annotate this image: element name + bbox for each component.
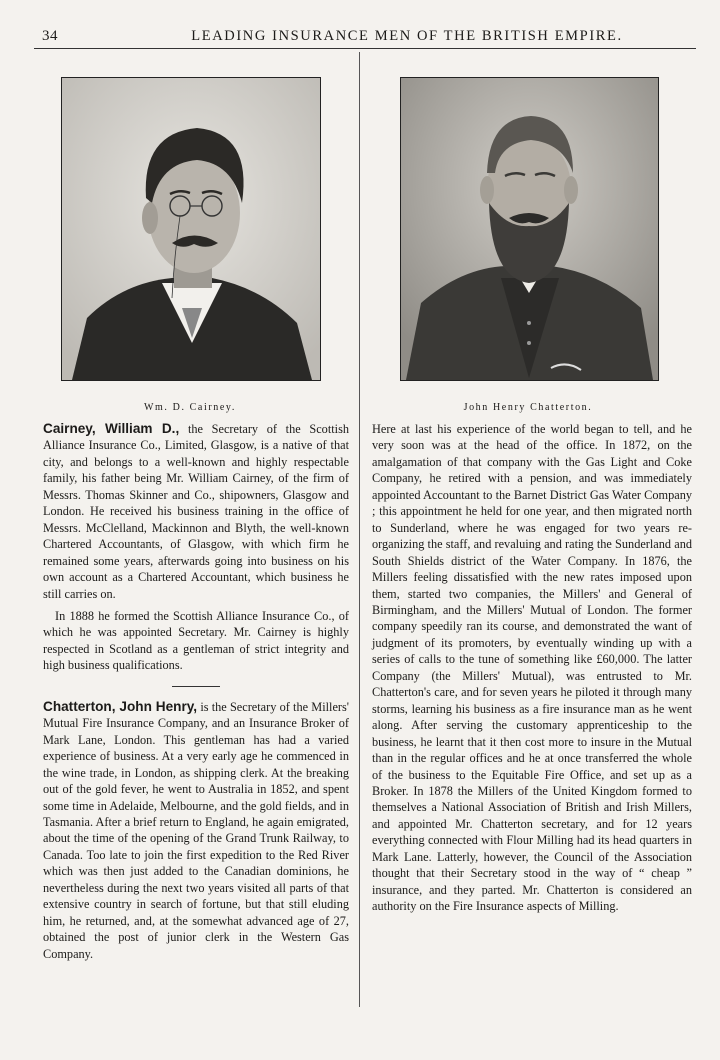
chatterton-name-heading: Chatterton, John Henry, <box>43 698 198 714</box>
chatterton-continued-text: Here at last his experience of the world began to tell, and he very soon was at the head of the office. In 1872, on the amalgamation of that company with the Gas Light and Coke Company, he retired with a pension, and was immediately appointed Accountant to the Barnet District Gas Water Company ; this appointment he held for one year, and then migrated north to Sunderland, where he was engaged for two years re-organizing the staff, and revaluing and rating the Sunderland and South Shields district of the Water Company. In 1876, the Millers feeling dissatisfied with the new rates imposed upon them, started two companies, the Millers' and General of Birmingham, and the Millers' Mutual of London. The former company speedily ran its course, and demonstrated the want of judgment of its promoters, by eventually winding up with a series of calls to the tune of something like £60,000. The latter Company (the Millers' Mutual), was entrusted to Mr. Chatterton's care, and for seven years he piloted it through many storms, learning his business as a fire insurance man as he went along. After serving the customary apprenticeship to the business, he learnt that it then cost more to insure in the Mutual than in the regular offices and he at once transferred the whole of the business to the Equitable Fire Office, and set up as a Broker. In 1878 the Millers of the United Kingdom formed to themselves a National Association of British and Irish Millers, and appointed Mr. Chatterton secretary, and for 12 years everything connected with Flour Milling had its head quarters in Mark Lane. Latterly, however, the Council of the Association thought that their Secretary stood in the way of “ cheap ” insurance, and they parted. Mr. Chatterton is considered an authority on the Fire Insurance aspects of Milling. <box>372 422 692 914</box>
left-column <box>43 421 349 962</box>
caption-cairney: Wm. D. Cairney. <box>144 402 236 413</box>
cairney-paragraph-2: In 1888 he formed the Scottish Alliance Insurance Co., of which he was appointed Secretary. Mr. Cairney is highly respected in Scotland as a gentleman of strict integrity and high business qualifications. <box>43 608 349 673</box>
portrait-chatterton-image <box>401 78 658 380</box>
cairney-name-heading: Cairney, William D., <box>43 421 180 436</box>
right-column <box>372 421 692 915</box>
cairney-paragraph-1 <box>43 421 349 602</box>
entry-separator <box>172 686 220 687</box>
page-number: 34 <box>42 28 58 44</box>
caption-chatterton: John Henry Chatterton. <box>463 402 593 413</box>
running-title: LEADING INSURANCE MEN OF THE BRITISH EMPIRE. <box>191 28 623 44</box>
running-head <box>34 26 694 48</box>
cairney-body-1: the Secretary of the Scottish Alliance Insurance Co., Limited, Glasgow, is a native of that city, and belongs to a well-known and highly respectable family, his father being Mr. William Cairney, of the firm of Messrs. Thomas Skinner and Co., shipowners, Glasgow and London. He received his business training in the office of Messrs. McClelland, Mackinnon and Blyth, the well-known Chartered Accountants, of Glasgow, with which firm he remained some years, afterwards going into business on his own account as a Chartered Accountant, which business he still carries on. <box>43 422 350 601</box>
header-rule <box>34 48 696 49</box>
portrait-cairney-image <box>62 78 320 380</box>
column-divider <box>359 52 360 1007</box>
portrait-chatterton <box>400 77 659 381</box>
chatterton-body-1: is the Secretary of the Millers' Mutual Fire Insurance Company, and an Insurance Broker of Mark Lane, London. This gentleman has had a varied experience of business. At a very early age he commenced in the wine trade, in London, as shipping clerk. At the breaking out of the gold fever, he went to Australia in 1852, and spent some time in Adelaide, Melbourne, and the gold fields, and in Tasmania. After a brief return to England, he again emigrated, about the time of the opening of the Grand Trunk Railway, to Canada. Too late to join the first expedition to the Red River which was then just added to the Canadian dominions, he nevertheless during the next two years visited all parts of that extensive country in search of fortune, but that still eluding him, he returned, and, at the somewhat advanced age of 27, obtained the post of junior clerk in the Western Gas Company. <box>43 699 350 961</box>
portrait-cairney <box>61 77 321 381</box>
chatterton-paragraph-1 <box>43 699 349 962</box>
